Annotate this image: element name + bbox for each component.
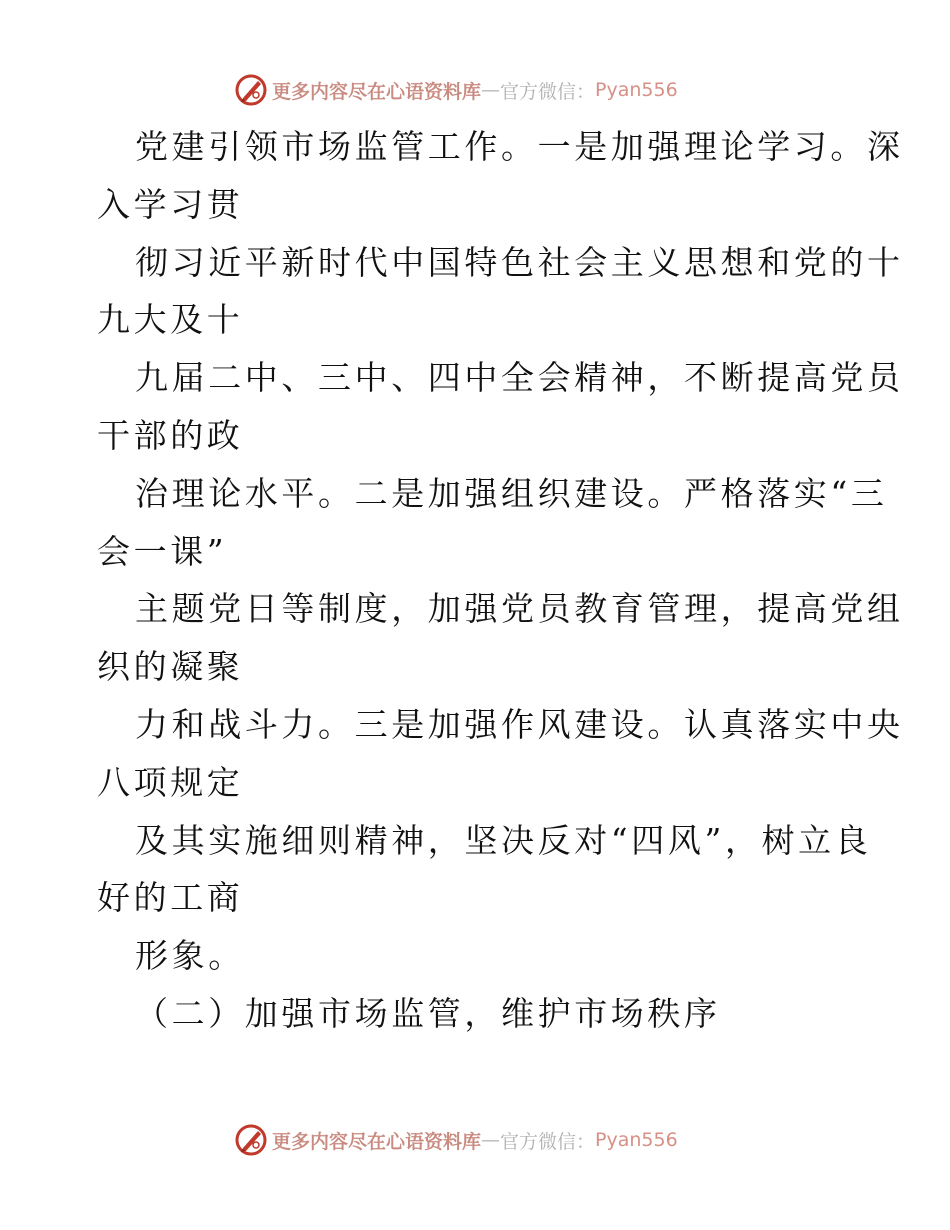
document-line: 九大及十 <box>97 300 244 340</box>
document-line: （二）加强市场监管，维护市场秩序 <box>135 993 721 1033</box>
document-line: 好的工商 <box>97 878 244 918</box>
document-line: 九届二中、三中、四中全会精神，不断提高党员 <box>135 358 904 398</box>
document-line: 彻习近平新时代中国特色社会主义思想和党的十 <box>135 242 904 282</box>
document-line: 八项规定 <box>97 762 244 802</box>
document-line: 及其实施细则精神，坚决反对“四风”，树立良 <box>135 820 872 860</box>
document-line: 干部的政 <box>97 415 244 455</box>
document-body <box>97 118 904 1043</box>
document-line: 党建引领市场监管工作。一是加强理论学习。深 <box>135 127 904 166</box>
document-line: 织的凝聚 <box>97 647 244 687</box>
watermark-separator: — <box>481 79 501 101</box>
watermark-contact-handle: Pyan556 <box>595 79 678 101</box>
watermark-contact-label: 官方微信： <box>500 1130 596 1153</box>
pen-seal-icon <box>234 73 268 107</box>
document-line: 主题党日等制度，加强党员教育管理，提高党组 <box>135 589 904 629</box>
watermark-contact-label: 官方微信： <box>500 80 596 103</box>
watermark-contact-handle: Pyan556 <box>595 1129 678 1151</box>
footer-watermark <box>234 1122 678 1158</box>
watermark-brand-text: 更多内容尽在心语资料库 <box>272 80 482 103</box>
watermark-brand-text: 更多内容尽在心语资料库 <box>272 1130 482 1153</box>
document-line: 入学习贯 <box>97 184 244 224</box>
watermark-separator: — <box>481 1129 501 1151</box>
header-watermark <box>234 72 678 108</box>
pen-seal-icon <box>234 1123 268 1157</box>
document-line: 会一课” <box>97 531 228 571</box>
document-line: 力和战斗力。三是加强作风建设。认真落实中央 <box>135 704 904 744</box>
document-line: 形象。 <box>135 936 245 976</box>
document-line: 治理论水平。二是加强组织建设。严格落实“三 <box>135 473 888 513</box>
